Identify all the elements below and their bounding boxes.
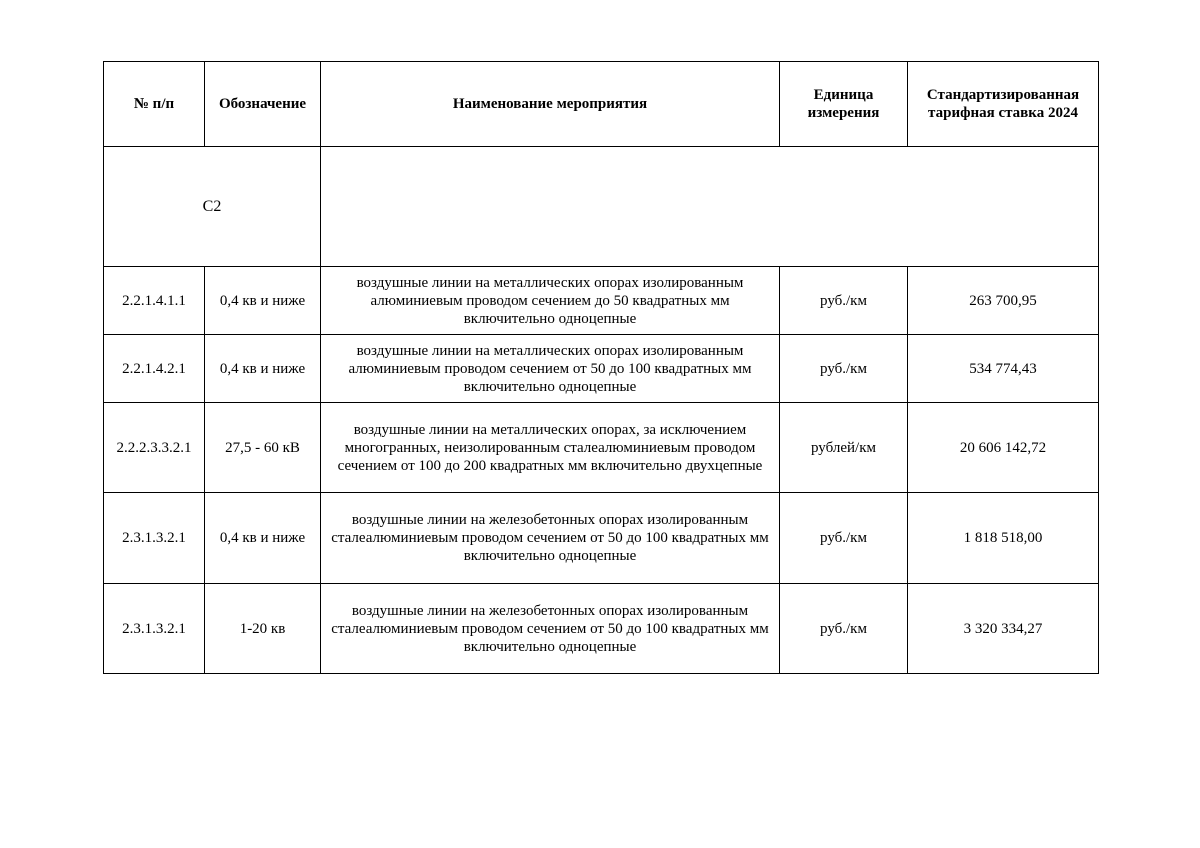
table-header-row <box>104 62 1099 147</box>
cell-name: воздушные линии на металлических опорах изолированным алюминиевым проводом сечением от 50 до 100 квадратных мм включительно одноцепные <box>321 335 780 403</box>
cell-unit: руб./км <box>780 335 908 403</box>
cell-unit: рублей/км <box>780 403 908 493</box>
cell-num: 2.3.1.3.2.1 <box>104 584 205 674</box>
cell-num: 2.3.1.3.2.1 <box>104 493 205 584</box>
table-row <box>104 584 1099 674</box>
cell-designation: 27,5 - 60 кВ <box>205 403 321 493</box>
cell-designation: 0,4 кв и ниже <box>205 267 321 335</box>
cell-num: 2.2.1.4.1.1 <box>104 267 205 335</box>
cell-num: 2.2.1.4.2.1 <box>104 335 205 403</box>
cell-name: воздушные линии на железобетонных опорах изолированным сталеалюминиевым проводом сечением от 50 до 100 квадратных мм включительно одноцепные <box>321 493 780 584</box>
group-row <box>104 147 1099 267</box>
cell-rate: 534 774,43 <box>908 335 1099 403</box>
header-unit: Единица измерения <box>780 62 908 147</box>
table-row <box>104 493 1099 584</box>
group-description <box>321 147 1099 267</box>
cell-designation: 0,4 кв и ниже <box>205 493 321 584</box>
header-rate: Стандартизированная тарифная ставка 2024 <box>908 62 1099 147</box>
table-row <box>104 403 1099 493</box>
cell-designation: 1-20 кв <box>205 584 321 674</box>
cell-name: воздушные линии на металлических опорах изолированным алюминиевым проводом сечением до 50 квадратных мм включительно одноцепные <box>321 267 780 335</box>
group-label: С2 <box>104 147 321 267</box>
cell-num: 2.2.2.3.3.2.1 <box>104 403 205 493</box>
cell-unit: руб./км <box>780 584 908 674</box>
header-designation: Обозначение <box>205 62 321 147</box>
cell-designation: 0,4 кв и ниже <box>205 335 321 403</box>
cell-rate: 20 606 142,72 <box>908 403 1099 493</box>
cell-rate: 1 818 518,00 <box>908 493 1099 584</box>
cell-rate: 3 320 334,27 <box>908 584 1099 674</box>
table-row <box>104 335 1099 403</box>
cell-rate: 263 700,95 <box>908 267 1099 335</box>
header-num: № п/п <box>104 62 205 147</box>
table-row <box>104 267 1099 335</box>
cell-unit: руб./км <box>780 267 908 335</box>
header-name: Наименование мероприятия <box>321 62 780 147</box>
cell-name: воздушные линии на железобетонных опорах изолированным сталеалюминиевым проводом сечением от 50 до 100 квадратных мм включительно одноцепные <box>321 584 780 674</box>
cell-unit: руб./км <box>780 493 908 584</box>
tariff-table <box>103 61 1099 674</box>
cell-name: воздушные линии на металлических опорах, за исключением многогранных, неизолированным сталеалюминиевым проводом сечением от 100 до 200 квадратных мм включительно двухцепные <box>321 403 780 493</box>
